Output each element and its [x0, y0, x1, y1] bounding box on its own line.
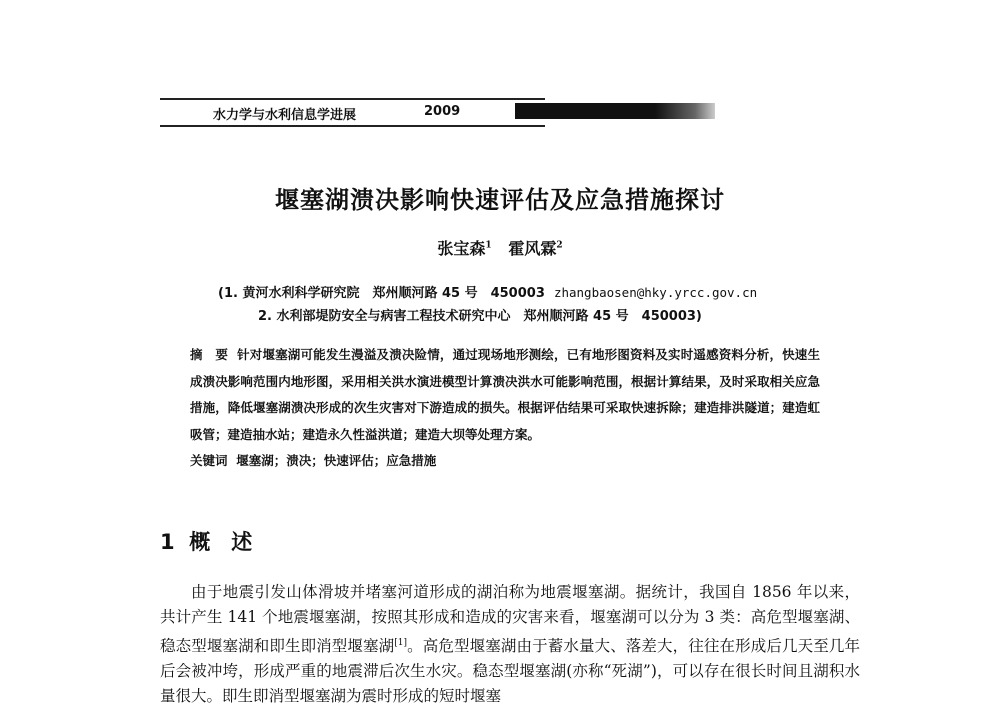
author-name: 张宝森 — [437, 239, 486, 258]
affiliation-text: (1. 黄河水利科学研究院 郑州顺河路 45 号 450003 — [218, 286, 545, 301]
section-heading — [160, 526, 252, 556]
header-rule-bottom — [160, 125, 545, 127]
citation-ref[interactable]: [1] — [394, 637, 408, 648]
paper-title: 堰塞湖溃决影响快速评估及应急措施探讨 — [275, 186, 725, 214]
journal-year: 2009 — [424, 104, 461, 119]
authors — [0, 236, 1000, 259]
abstract-label: 摘 要 — [190, 347, 229, 362]
email-link[interactable]: zhangbaosen@hky.yrcc.gov.cn — [553, 285, 758, 300]
body-paragraph — [160, 580, 860, 710]
section-number: 1 — [160, 530, 175, 554]
keywords-label: 关键词 — [190, 453, 228, 468]
author-name: 霍风霖 — [508, 239, 557, 258]
affiliation-2: 2. 水利部堤防安全与病害工程技术研究中心 郑州顺河路 45 号 450003) — [258, 309, 702, 324]
header-scan-bar — [515, 103, 715, 119]
header-rule-top — [160, 98, 545, 100]
body-text: 由于地震引发山体滑坡并堵塞河道形成的湖泊称为地震堰塞湖。据统计，我国自 1856 年以来，共计产生 141 个地震堰塞湖，按照其形成和造成的灾害来看，堰塞湖可以分为 3 类：高危型堰塞湖、稳态型堰塞湖和即生即消型堰塞湖 — [160, 583, 860, 655]
section-title: 概 述 — [189, 530, 253, 554]
abstract-text: 针对堰塞湖可能发生漫溢及溃决险情，通过现场地形测绘，已有地形图资料及实时遥感资料分析，快速生成溃决影响范围内地形图，采用相关洪水演进模型计算溃决洪水可能影响范围，根据计算结果，及时采取相关应急措施，降低堰塞湖溃决形成的次生灾害对下游造成的损失。根据评估结果可采取快速拆除；建造排洪隧道；建造虹吸管；建造抽水站；建造永久性溢洪道；建造大坝等处理方案。 — [190, 347, 820, 442]
author-sup: 1 — [485, 240, 492, 251]
affiliation-1 — [218, 282, 757, 301]
journal-name: 水力学与水利信息学进展 — [213, 108, 357, 123]
author-sup: 2 — [556, 240, 563, 251]
body-text: 。高危型堰塞湖由于蓄水量大、落差大，往往在形成后几天至几年后会被冲垮，形成严重的地震滞后次生水灾。稳态型堰塞湖(亦称“死湖”)，可以存在很长时间且湖积水量很大。即生即消型堰塞湖为震时形成的短时堰塞 — [160, 636, 860, 706]
keywords-text: 堰塞湖；溃决；快速评估；应急措施 — [236, 453, 437, 468]
abstract — [190, 342, 820, 475]
